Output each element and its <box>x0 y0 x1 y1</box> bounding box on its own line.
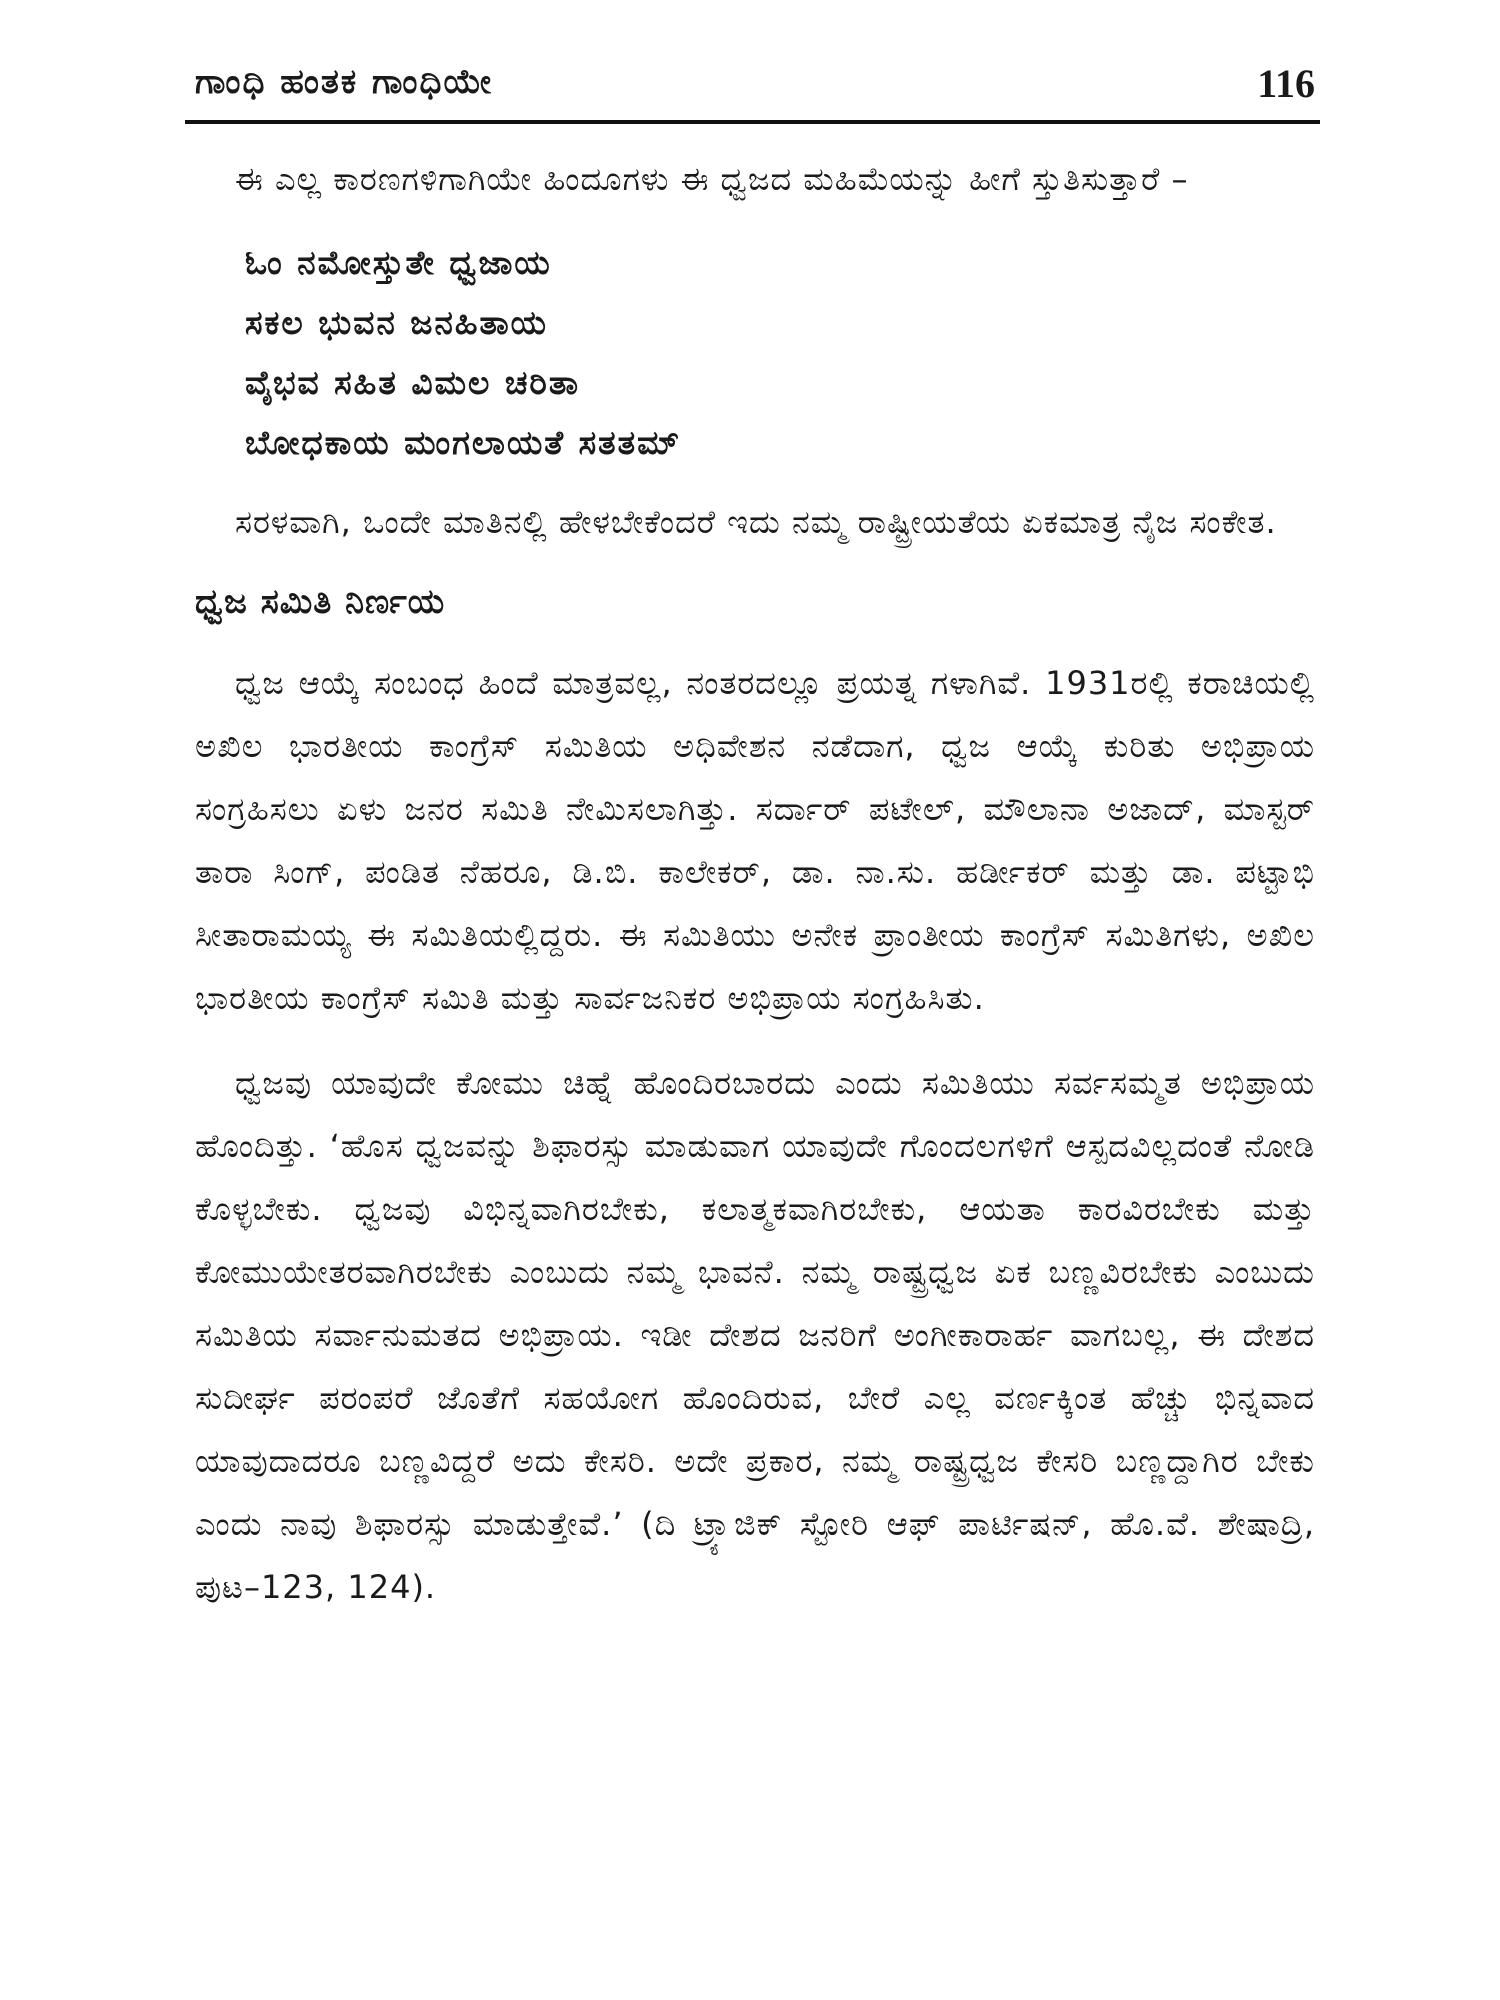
header-divider <box>185 120 1320 124</box>
verse-block <box>245 233 1315 473</box>
paragraph-intro: ಈ ಎಲ್ಲ ಕಾರಣಗಳಿಗಾಗಿಯೇ ಹಿಂದೂಗಳು ಈ ಧ್ವಜದ ಮಹಿಮೆಯನ್ನು ಹೀಗೆ ಸ್ತುತಿಸುತ್ತಾರೆ – <box>235 160 1189 198</box>
running-header <box>195 62 1315 122</box>
section-heading: ಧ್ವಜ ಸಮಿತಿ ನಿರ್ಣಯ <box>195 582 446 622</box>
paragraph-gap <box>195 1030 1315 1052</box>
book-title: ಗಾಂಧಿ ಹಂತಕ ಗಾಂಧಿಯೇ <box>195 62 494 102</box>
page-body <box>195 148 1315 1619</box>
verse-line: ವೈಭವ ಸಹಿತ ವಿಮಲ ಚರಿತಾ <box>245 363 580 402</box>
verse-line: ಬೋಧಕಾಯ ಮಂಗಲಾಯತೆ ಸತತಮ್ <box>245 423 682 462</box>
paragraph-recommendation: ಧ್ವಜವು ಯಾವುದೇ ಕೋಮು ಚಿಹ್ನೆ ಹೊಂದಿರಬಾರದು ಎಂದು ಸಮಿತಿಯು ಸರ್ವಸಮ್ಮತ ಅಭಿಪ್ರಾಯ ಹೊಂದಿತ್ತು. ‘ಹೊಸ ಧ್ವಜವನ್ನು ಶಿಫಾರಸ್ಸು ಮಾಡುವಾಗ ಯಾವುದೇ ಗೊಂದಲಗಳಿಗೆ ಆಸ್ಪದವಿಲ್ಲದಂತೆ ನೋಡಿ ಕೊಳ್ಳಬೇಕು. ಧ್ವಜವು ವಿಭಿನ್ನವಾಗಿರಬೇಕು, ಕಲಾತ್ಮಕವಾಗಿರಬೇಕು, ಆಯತಾ ಕಾರವಿರಬೇಕು ಮತ್ತು ಕೋಮುಯೇತರವಾಗಿರಬೇಕು ಎಂಬುದು ನಮ್ಮ ಭಾವನೆ. ನಮ್ಮ ರಾಷ್ಟ್ರಧ್ವಜ ಏಕ ಬಣ್ಣವಿರಬೇಕು ಎಂಬುದು ಸಮಿತಿಯ ಸರ್ವಾನುಮತದ ಅಭಿಪ್ರಾಯ. ಇಡೀ ದೇಶದ ಜನರಿಗೆ ಅಂಗೀಕಾರಾರ್ಹ ವಾಗಬಲ್ಲ, ಈ ದೇಶದ ಸುದೀರ್ಘ ಪರಂಪರೆ ಜೊತೆಗೆ ಸಹಯೋಗ ಹೊಂದಿರುವ, ಬೇರೆ ಎಲ್ಲ ವರ್ಣಕ್ಕಿಂತ ಹೆಚ್ಚು ಭಿನ್ನವಾದ ಯಾವುದಾದರೂ ಬಣ್ಣವಿದ್ದರೆ ಅದು ಕೇಸರಿ. ಅದೇ ಪ್ರಕಾರ, ನಮ್ಮ ರಾಷ್ಟ್ರಧ್ವಜ ಕೇಸರಿ ಬಣ್ಣದ್ದಾಗಿರ ಬೇಕು ಎಂದು ನಾವು ಶಿಫಾರಸ್ಸು ಮಾಡುತ್ತೇವೆ.’ (ದಿ ಟ್ರ್ಯಾಜಿಕ್ ಸ್ಟೋರಿ ಆಫ್ ಪಾರ್ಟಿಷನ್, ಹೊ.ವೆ. ಶೇಷಾದ್ರಿ, ಪುಟ–123, 124). <box>195 1064 1315 1606</box>
verse-line: ಸಕಲ ಭುವನ ಜನಹಿತಾಯ <box>245 303 548 342</box>
paragraph-committee: ಧ್ವಜ ಆಯ್ಕೆ ಸಂಬಂಧ ಹಿಂದೆ ಮಾತ್ರವಲ್ಲ, ನಂತರದಲ್ಲೂ ಪ್ರಯತ್ನ ಗಳಾಗಿವೆ. 1931ರಲ್ಲಿ ಕರಾಚಿಯಲ್ಲಿ ಅಖಿಲ ಭಾರತೀಯ ಕಾಂಗ್ರೆಸ್ ಸಮಿತಿಯ ಅಧಿವೇಶನ ನಡೆದಾಗ, ಧ್ವಜ ಆಯ್ಕೆ ಕುರಿತು ಅಭಿಪ್ರಾಯ ಸಂಗ್ರಹಿಸಲು ಏಳು ಜನರ ಸಮಿತಿ ನೇಮಿಸಲಾಗಿತ್ತು. ಸರ್ದಾರ್ ಪಟೇಲ್, ಮೌಲಾನಾ ಅಜಾದ್, ಮಾಸ್ಟರ್ ತಾರಾ ಸಿಂಗ್, ಪಂಡಿತ ನೆಹರೂ, ಡಿ.ಬಿ. ಕಾಲೇಕರ್, ಡಾ. ನಾ.ಸು. ಹರ್ಡೀಕರ್ ಮತ್ತು ಡಾ. ಪಟ್ಟಾಭಿ ಸೀತಾರಾಮಯ್ಯ ಈ ಸಮಿತಿಯಲ್ಲಿದ್ದರು. ಈ ಸಮಿತಿಯು ಅನೇಕ ಪ್ರಾಂತೀಯ ಕಾಂಗ್ರೆಸ್ ಸಮಿತಿಗಳು, ಅಖಿಲ ಭಾರತೀಯ ಕಾಂಗ್ರೆಸ್ ಸಮಿತಿ ಮತ್ತು ಸಾರ್ವಜನಿಕರ ಅಭಿಪ್ರಾಯ ಸಂಗ್ರಹಿಸಿತು. <box>195 664 1315 1017</box>
verse-line: ಓಂ ನಮೋಸ್ತುತೇ ಧ್ವಜಾಯ <box>245 243 552 282</box>
page-number: 116 <box>1257 61 1315 106</box>
paragraph-summary: ಸರಳವಾಗಿ, ಒಂದೇ ಮಾತಿನಲ್ಲಿ ಹೇಳಬೇಕೆಂದರೆ ಇದು ನಮ್ಮ ರಾಷ್ಟ್ರೀಯತೆಯ ಏಕಮಾತ್ರ ನೈಜ ಸಂಕೇತ. <box>235 503 1277 541</box>
